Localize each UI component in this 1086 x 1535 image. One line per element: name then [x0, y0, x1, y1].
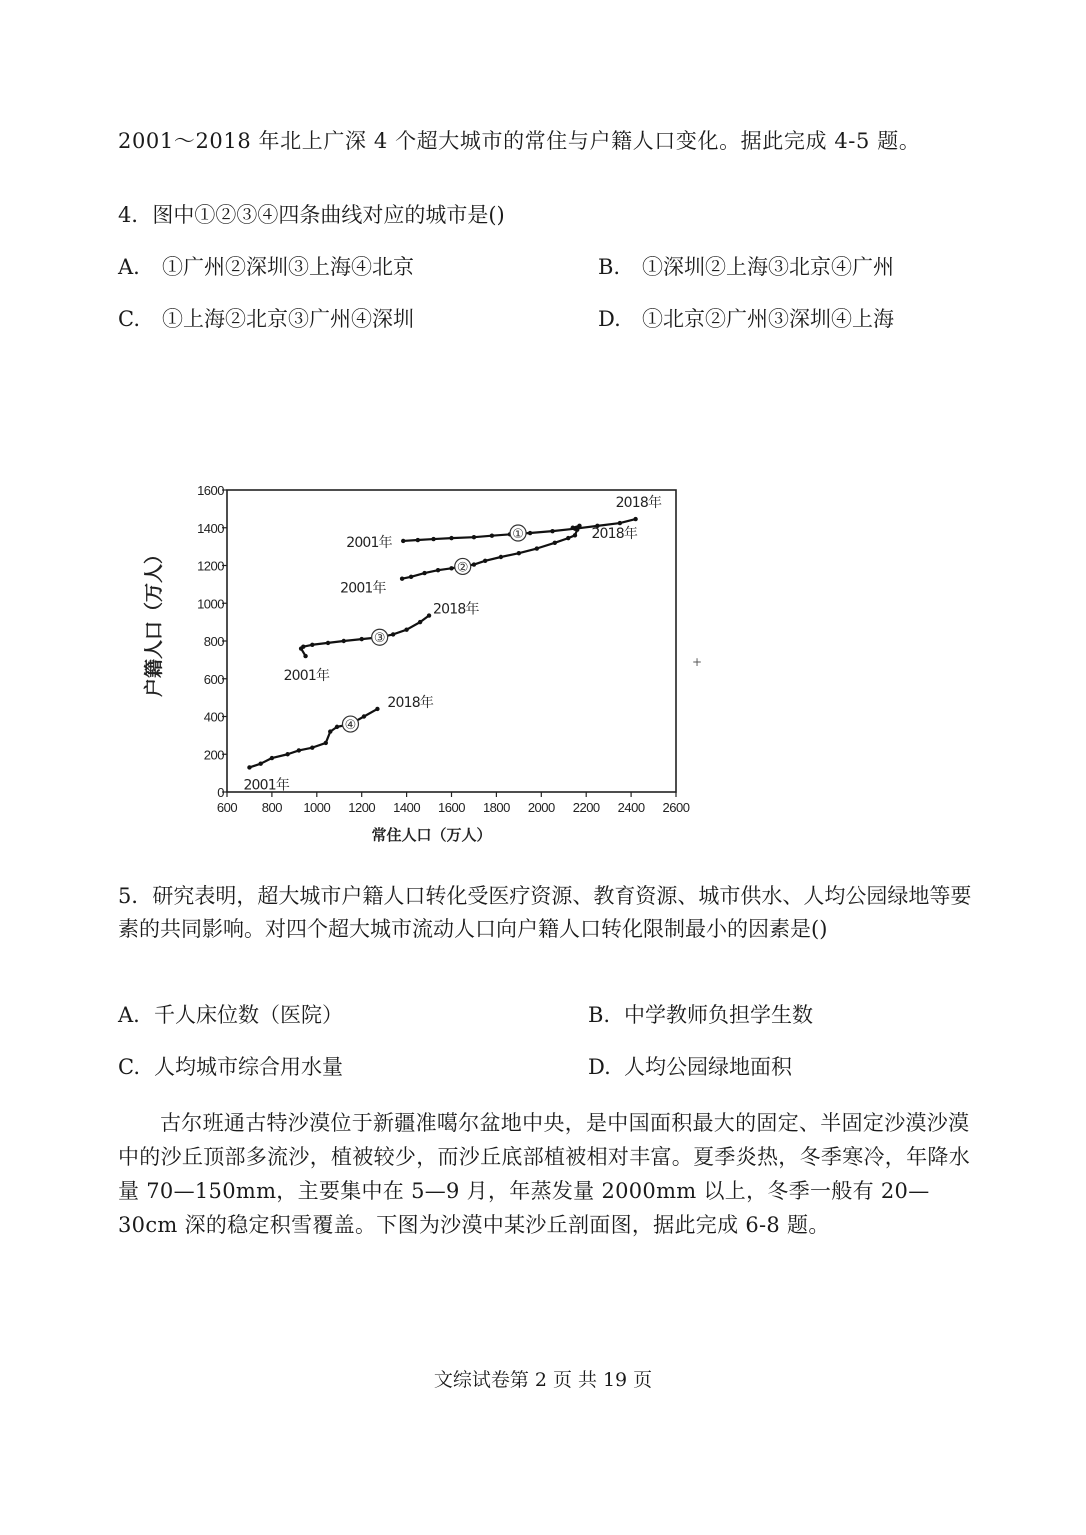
data-point — [328, 729, 332, 733]
cursor-mark: + — [692, 655, 703, 669]
series-marker-label: ④ — [344, 718, 357, 734]
data-point — [577, 524, 581, 528]
x-tick-label: 600 — [216, 800, 238, 815]
series-start-label: 2001年 — [283, 668, 330, 685]
option-label: D. — [598, 307, 621, 331]
y-tick-label: 400 — [203, 709, 224, 725]
x-tick-label: 1200 — [348, 800, 376, 815]
data-point — [517, 551, 521, 555]
data-point — [247, 765, 251, 769]
x-tick-label: 1800 — [482, 800, 510, 815]
passage-text: 古尔班通古特沙漠位于新疆准噶尔盆地中央，是中国面积最大的固定、半固定沙漠沙漠中的沙丘顶部多流沙，植被较少，而沙丘底部植被相对丰富。夏季炎热，冬季寒冷，年降水量 70—150mm，主要集中在 5—9 月，年蒸发量 2000mm 以上，冬季一般有 20—30cm 深的稳定积雪覆盖。下图为沙漠中某沙丘剖面图，据此完成 6-8 题。 — [118, 1111, 970, 1237]
y-axis-label: 户籍人口（万人） — [143, 544, 165, 698]
option-label: C. — [118, 307, 140, 331]
option-text: 人均公园绿地面积 — [624, 1055, 792, 1079]
data-point — [285, 752, 289, 756]
data-point — [297, 748, 301, 752]
x-tick-label: 2200 — [572, 800, 600, 815]
data-point — [490, 533, 494, 537]
series-marker-label: ② — [456, 560, 469, 576]
data-point — [303, 654, 307, 658]
x-tick-label: 2000 — [527, 800, 555, 815]
option-text: ①上海②北京③广州④深圳 — [162, 307, 414, 331]
option-label: C. — [118, 1055, 140, 1079]
y-tick-label: 1400 — [197, 520, 224, 536]
series-start-label: 2001年 — [340, 580, 386, 597]
data-point — [362, 714, 366, 718]
x-tick-label: 2600 — [662, 800, 690, 815]
data-point — [431, 537, 435, 541]
data-point — [400, 577, 404, 581]
y-tick-label: 800 — [203, 634, 224, 649]
data-point — [375, 707, 379, 711]
y-tick-label: 600 — [203, 671, 224, 687]
data-point — [449, 536, 453, 540]
option-text: ①北京②广州③深圳④上海 — [642, 307, 894, 331]
y-tick-label: 1200 — [197, 558, 224, 574]
q4-option-d[interactable] — [598, 304, 894, 334]
data-point — [342, 639, 346, 643]
series-line-4 — [249, 709, 377, 768]
footer-page: 2 — [534, 1369, 547, 1391]
x-tick-label: 800 — [261, 800, 283, 815]
data-point — [571, 526, 575, 530]
population-chart — [130, 474, 710, 854]
series-end-label: 2018年 — [591, 525, 638, 542]
data-point — [270, 756, 274, 760]
data-point — [618, 521, 622, 525]
data-point — [324, 741, 328, 745]
x-tick-label: 1600 — [438, 800, 465, 815]
option-label: A. — [118, 255, 140, 279]
page-footer — [0, 1366, 1086, 1394]
data-point — [566, 536, 570, 540]
data-point — [575, 527, 579, 531]
q5-option-d[interactable] — [588, 1052, 792, 1082]
data-point — [483, 559, 487, 563]
data-point — [360, 637, 364, 641]
data-point — [436, 568, 440, 572]
q4-option-a[interactable] — [118, 252, 414, 282]
question-4-stem: 4．图中①②③④四条曲线对应的城市是() — [118, 203, 505, 227]
data-point — [258, 761, 262, 765]
q4-option-c[interactable] — [118, 304, 414, 334]
y-tick-label: 200 — [203, 747, 224, 763]
footer-prefix: 文综试卷第 — [433, 1369, 529, 1391]
data-point — [528, 531, 532, 535]
series-end-label: 2018年 — [433, 601, 479, 618]
series-marker-label: ③ — [373, 631, 386, 647]
series-line-3 — [301, 616, 429, 657]
option-text: 千人床位数（医院） — [154, 1003, 343, 1027]
option-label: A. — [118, 1003, 140, 1027]
data-point — [326, 641, 330, 645]
data-point — [633, 517, 637, 521]
x-tick-label: 1000 — [303, 800, 331, 815]
data-point — [335, 725, 339, 729]
data-point — [472, 535, 476, 539]
data-point — [573, 533, 577, 537]
data-point — [418, 620, 422, 624]
chart-series-group — [247, 517, 638, 770]
option-text: 中学教师负担学生数 — [624, 1003, 813, 1027]
y-tick-label: 0 — [217, 785, 224, 800]
y-tick-label: 1000 — [197, 596, 224, 612]
footer-mid1: 页 — [552, 1369, 572, 1391]
q5-option-b[interactable] — [588, 1000, 813, 1030]
option-text: ①广州②深圳③上海④北京 — [162, 255, 414, 279]
data-point — [310, 643, 314, 647]
series-end-label: 2018年 — [615, 495, 662, 512]
series-start-label: 2001年 — [346, 534, 392, 551]
question-5-stem: 5．研究表明，超大城市户籍人口转化受医疗资源、教育资源、城市供水、人均公园绿地等要素的共同影响。对四个超大城市流动人口向户籍人口转化限制最小的因素是() — [118, 884, 972, 941]
data-point — [401, 539, 405, 543]
x-tick-label: 1400 — [393, 800, 421, 815]
intro-text: 2001～2018 年北上广深 4 个超大城市的常住与户籍人口变化。据此完成 4-5 题。 — [118, 129, 921, 153]
data-point — [404, 627, 408, 631]
data-point — [427, 613, 431, 617]
option-label: B. — [598, 255, 621, 279]
data-point — [449, 566, 453, 570]
option-text: 人均城市综合用水量 — [154, 1055, 343, 1079]
data-point — [301, 644, 305, 648]
q5-option-a[interactable] — [118, 1000, 343, 1030]
series-marker-label: ① — [512, 527, 524, 543]
option-label: B. — [588, 1003, 611, 1027]
footer-mid2: 共 — [577, 1369, 597, 1391]
series-start-label: 2001年 — [243, 777, 290, 794]
option-text: ①深圳②上海③北京④广州 — [642, 255, 894, 279]
footer-suffix: 页 — [633, 1369, 653, 1391]
data-point — [553, 541, 557, 545]
data-point — [310, 745, 314, 749]
footer-total: 19 — [602, 1369, 628, 1391]
x-tick-label: 2400 — [617, 800, 645, 815]
data-point — [472, 562, 476, 566]
x-axis-label: 常住人口（万人） — [371, 826, 492, 844]
series-end-label: 2018年 — [387, 694, 434, 711]
option-label: D. — [588, 1055, 611, 1079]
q4-option-b[interactable] — [598, 252, 894, 282]
q5-option-c[interactable] — [118, 1052, 343, 1082]
data-point — [422, 571, 426, 575]
data-point — [535, 546, 539, 550]
y-tick-label: 1600 — [197, 483, 224, 498]
data-point — [416, 538, 420, 542]
data-point — [550, 529, 554, 533]
data-point — [391, 632, 395, 636]
data-point — [499, 555, 503, 559]
data-point — [409, 575, 413, 579]
